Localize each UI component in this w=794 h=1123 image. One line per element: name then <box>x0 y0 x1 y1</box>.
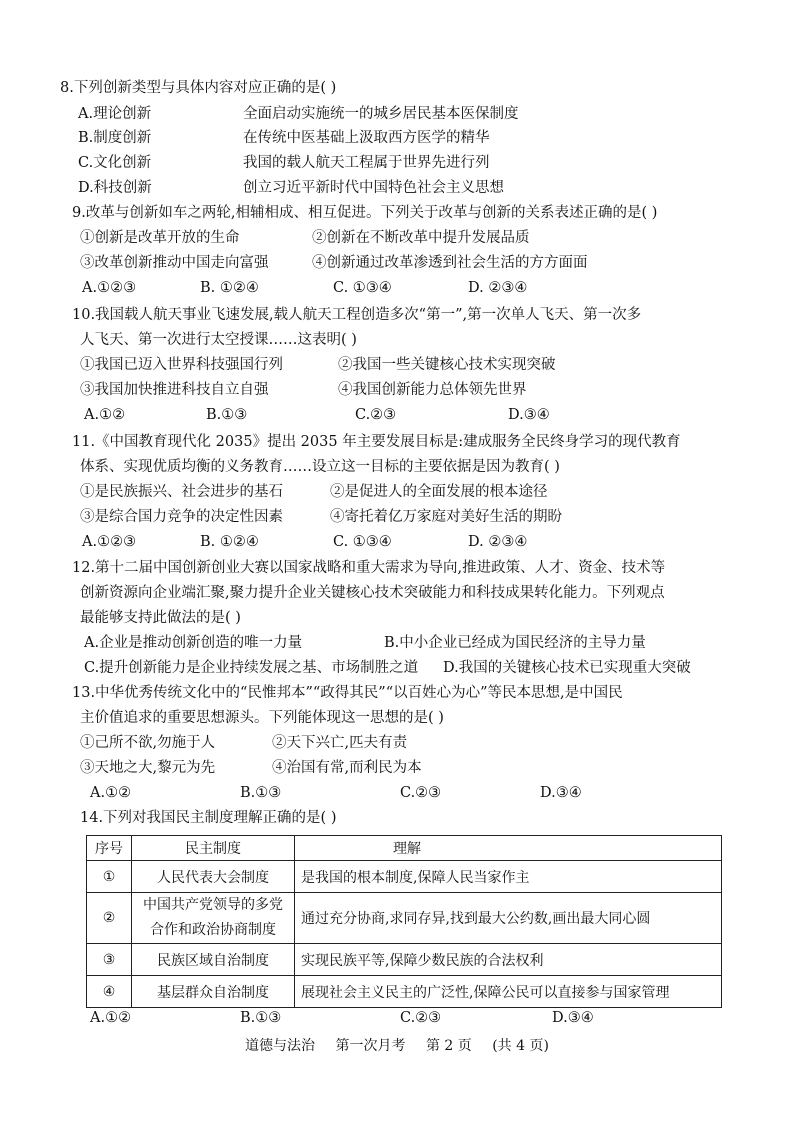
q11-option-d: D. ②③④ <box>468 534 528 550</box>
q11-option-b: B. ①②④ <box>200 534 259 550</box>
q8-option-d-text: 创立习近平新时代中国特色社会主义思想 <box>243 180 504 196</box>
q9-option-c: C. ①③④ <box>333 280 392 296</box>
q10-option-d: D.③④ <box>508 407 550 423</box>
q11-option-c: C. ①③④ <box>333 534 392 550</box>
row-system: 基层群众自治制度 <box>132 976 295 1008</box>
q10-option-c: C.②③ <box>355 407 397 423</box>
q12-stem-line1: 12.第十二届中国创新创业大赛以国家战略和重大需求为导向,推进政策、人才、资金、技术等 <box>72 560 666 576</box>
table-row <box>87 893 722 944</box>
q8-option-a-text: 全面启动实施统一的城乡居民基本医保制度 <box>243 106 519 122</box>
row-number: ① <box>87 861 132 893</box>
q10-statement-4: ④我国创新能力总体领先世界 <box>338 382 527 398</box>
q10-option-b: B.①③ <box>206 407 248 423</box>
q8-option-c-label: C.文化创新 <box>78 155 152 171</box>
q13-stem-line1: 13.中华优秀传统文化中的“民惟邦本”“政得其民”“以百姓心为心”等民本思想,是中国民 <box>72 685 623 701</box>
q13-statement-4: ④治国有常,而利民为本 <box>272 760 422 776</box>
row-system: 民族区域自治制度 <box>132 944 295 976</box>
q14-option-c: C.②③ <box>400 1010 442 1026</box>
q8-option-d-label: D.科技创新 <box>78 180 152 196</box>
q11-stem-line2: 体系、实现优质均衡的义务教育……设立这一目标的主要依据是因为教育( ) <box>80 459 560 475</box>
q9-option-b: B. ①②④ <box>200 280 259 296</box>
q11-option-a: A.①②③ <box>82 534 137 550</box>
q11-stem-line1: 11.《中国教育现代化 2035》提出 2035 年主要发展目标是:建成服务全民终身学习的现代教育 <box>72 434 681 450</box>
row-understanding: 通过充分协商,求同存异,找到最大公约数,画出最大同心圆 <box>295 893 722 944</box>
footer-exam: 第一次月考 <box>335 1038 406 1054</box>
row-number: ② <box>87 893 132 944</box>
q12-option-b: B.中小企业已经成为国民经济的主导力量 <box>384 635 646 651</box>
row-understanding: 是我国的根本制度,保障人民当家作主 <box>295 861 722 893</box>
q10-stem-line2: 人飞天、第一次进行太空授课……这表明( ) <box>80 332 357 348</box>
q9-option-d: D. ②③④ <box>468 280 528 296</box>
q9-statement-1: ①创新是改革开放的生命 <box>80 230 240 246</box>
q11-statement-3: ③是综合国力竞争的决定性因素 <box>80 509 283 525</box>
footer-subject: 道德与法治 <box>245 1038 316 1054</box>
q8-option-b-text: 在传统中医基础上汲取西方医学的精华 <box>243 130 490 146</box>
q9-statement-2: ②创新在不断改革中提升发展品质 <box>312 230 530 246</box>
footer-page: 第 2 页 <box>425 1038 472 1054</box>
q14-option-d: D.③④ <box>552 1010 594 1026</box>
header-number: 序号 <box>87 836 132 861</box>
q13-statement-2: ②天下兴亡,匹夫有责 <box>272 735 408 751</box>
q14-stem: 14.下列对我国民主制度理解正确的是( ) <box>80 810 337 826</box>
header-understanding: 理解 <box>295 836 722 861</box>
q12-option-c: C.提升创新能力是企业持续发展之基、市场制胜之道 <box>84 660 419 676</box>
q12-stem-line3: 最能够支持此做法的是( ) <box>80 610 241 626</box>
table-row <box>87 861 722 893</box>
q9-stem: 9.改革与创新如车之两轮,相辅相成、相互促进。下列关于改革与创新的关系表述正确的是( ) <box>72 205 658 221</box>
q13-option-b: B.①③ <box>240 785 282 801</box>
q8-option-a-label: A.理论创新 <box>78 106 152 122</box>
q10-stem-line1: 10.我国载人航天事业飞速发展,载人航天工程创造多次“第一”,第一次单人飞天、第一次多 <box>72 307 642 323</box>
q12-option-a: A.企业是推动创新创造的唯一力量 <box>84 635 303 651</box>
table-row <box>87 944 722 976</box>
row-understanding: 展现社会主义民主的广泛性,保障公民可以直接参与国家管理 <box>295 976 722 1008</box>
q8-option-b-label: B.制度创新 <box>78 130 152 146</box>
q12-stem-line2: 创新资源向企业端汇聚,聚力提升企业关键核心技术突破能力和科技成果转化能力。下列观点 <box>80 585 665 601</box>
q10-statement-3: ③我国加快推进科技自立自强 <box>80 382 269 398</box>
q13-stem-line2: 主价值追求的重要思想源头。下列能体现这一思想的是( ) <box>80 710 444 726</box>
q10-statement-1: ①我国已迈入世界科技强国行列 <box>80 357 283 373</box>
row-number: ③ <box>87 944 132 976</box>
q14-table <box>86 835 722 1008</box>
row-understanding: 实现民族平等,保障少数民族的合法权利 <box>295 944 722 976</box>
q12-option-d: D.我国的关键核心技术已实现重大突破 <box>443 660 691 676</box>
q11-statement-4: ④寄托着亿万家庭对美好生活的期盼 <box>330 509 562 525</box>
q14-option-a: A.①② <box>90 1010 132 1026</box>
q8-option-c-text: 我国的载人航天工程属于世界先进行列 <box>243 155 490 171</box>
row-number: ④ <box>87 976 132 1008</box>
q13-statement-3: ③天地之大,黎元为先 <box>80 760 216 776</box>
page-footer <box>0 1035 794 1055</box>
q9-option-a: A.①②③ <box>82 280 137 296</box>
q11-statement-2: ②是促进人的全面发展的根本途径 <box>330 484 548 500</box>
q10-statement-2: ②我国一些关键核心技术实现突破 <box>338 357 556 373</box>
header-system: 民主制度 <box>132 836 295 861</box>
row-system: 人民代表大会制度 <box>132 861 295 893</box>
q9-statement-3: ③改革创新推动中国走向富强 <box>80 255 269 271</box>
q14-option-b: B.①③ <box>240 1010 282 1026</box>
row-system: 中国共产党领导的多党合作和政治协商制度 <box>132 893 295 944</box>
q14-table-header <box>87 836 722 861</box>
table-row <box>87 976 722 1008</box>
q10-option-a: A.①② <box>84 407 126 423</box>
q13-option-a: A.①② <box>90 785 132 801</box>
q13-option-c: C.②③ <box>400 785 442 801</box>
footer-total: (共 4 页) <box>492 1038 549 1054</box>
q13-statement-1: ①己所不欲,勿施于人 <box>80 735 216 751</box>
q13-option-d: D.③④ <box>540 785 582 801</box>
q11-statement-1: ①是民族振兴、社会进步的基石 <box>80 484 283 500</box>
q9-statement-4: ④创新通过改革渗透到社会生活的方方面面 <box>312 255 588 271</box>
q8-stem: 8.下列创新类型与具体内容对应正确的是( ) <box>60 80 337 96</box>
